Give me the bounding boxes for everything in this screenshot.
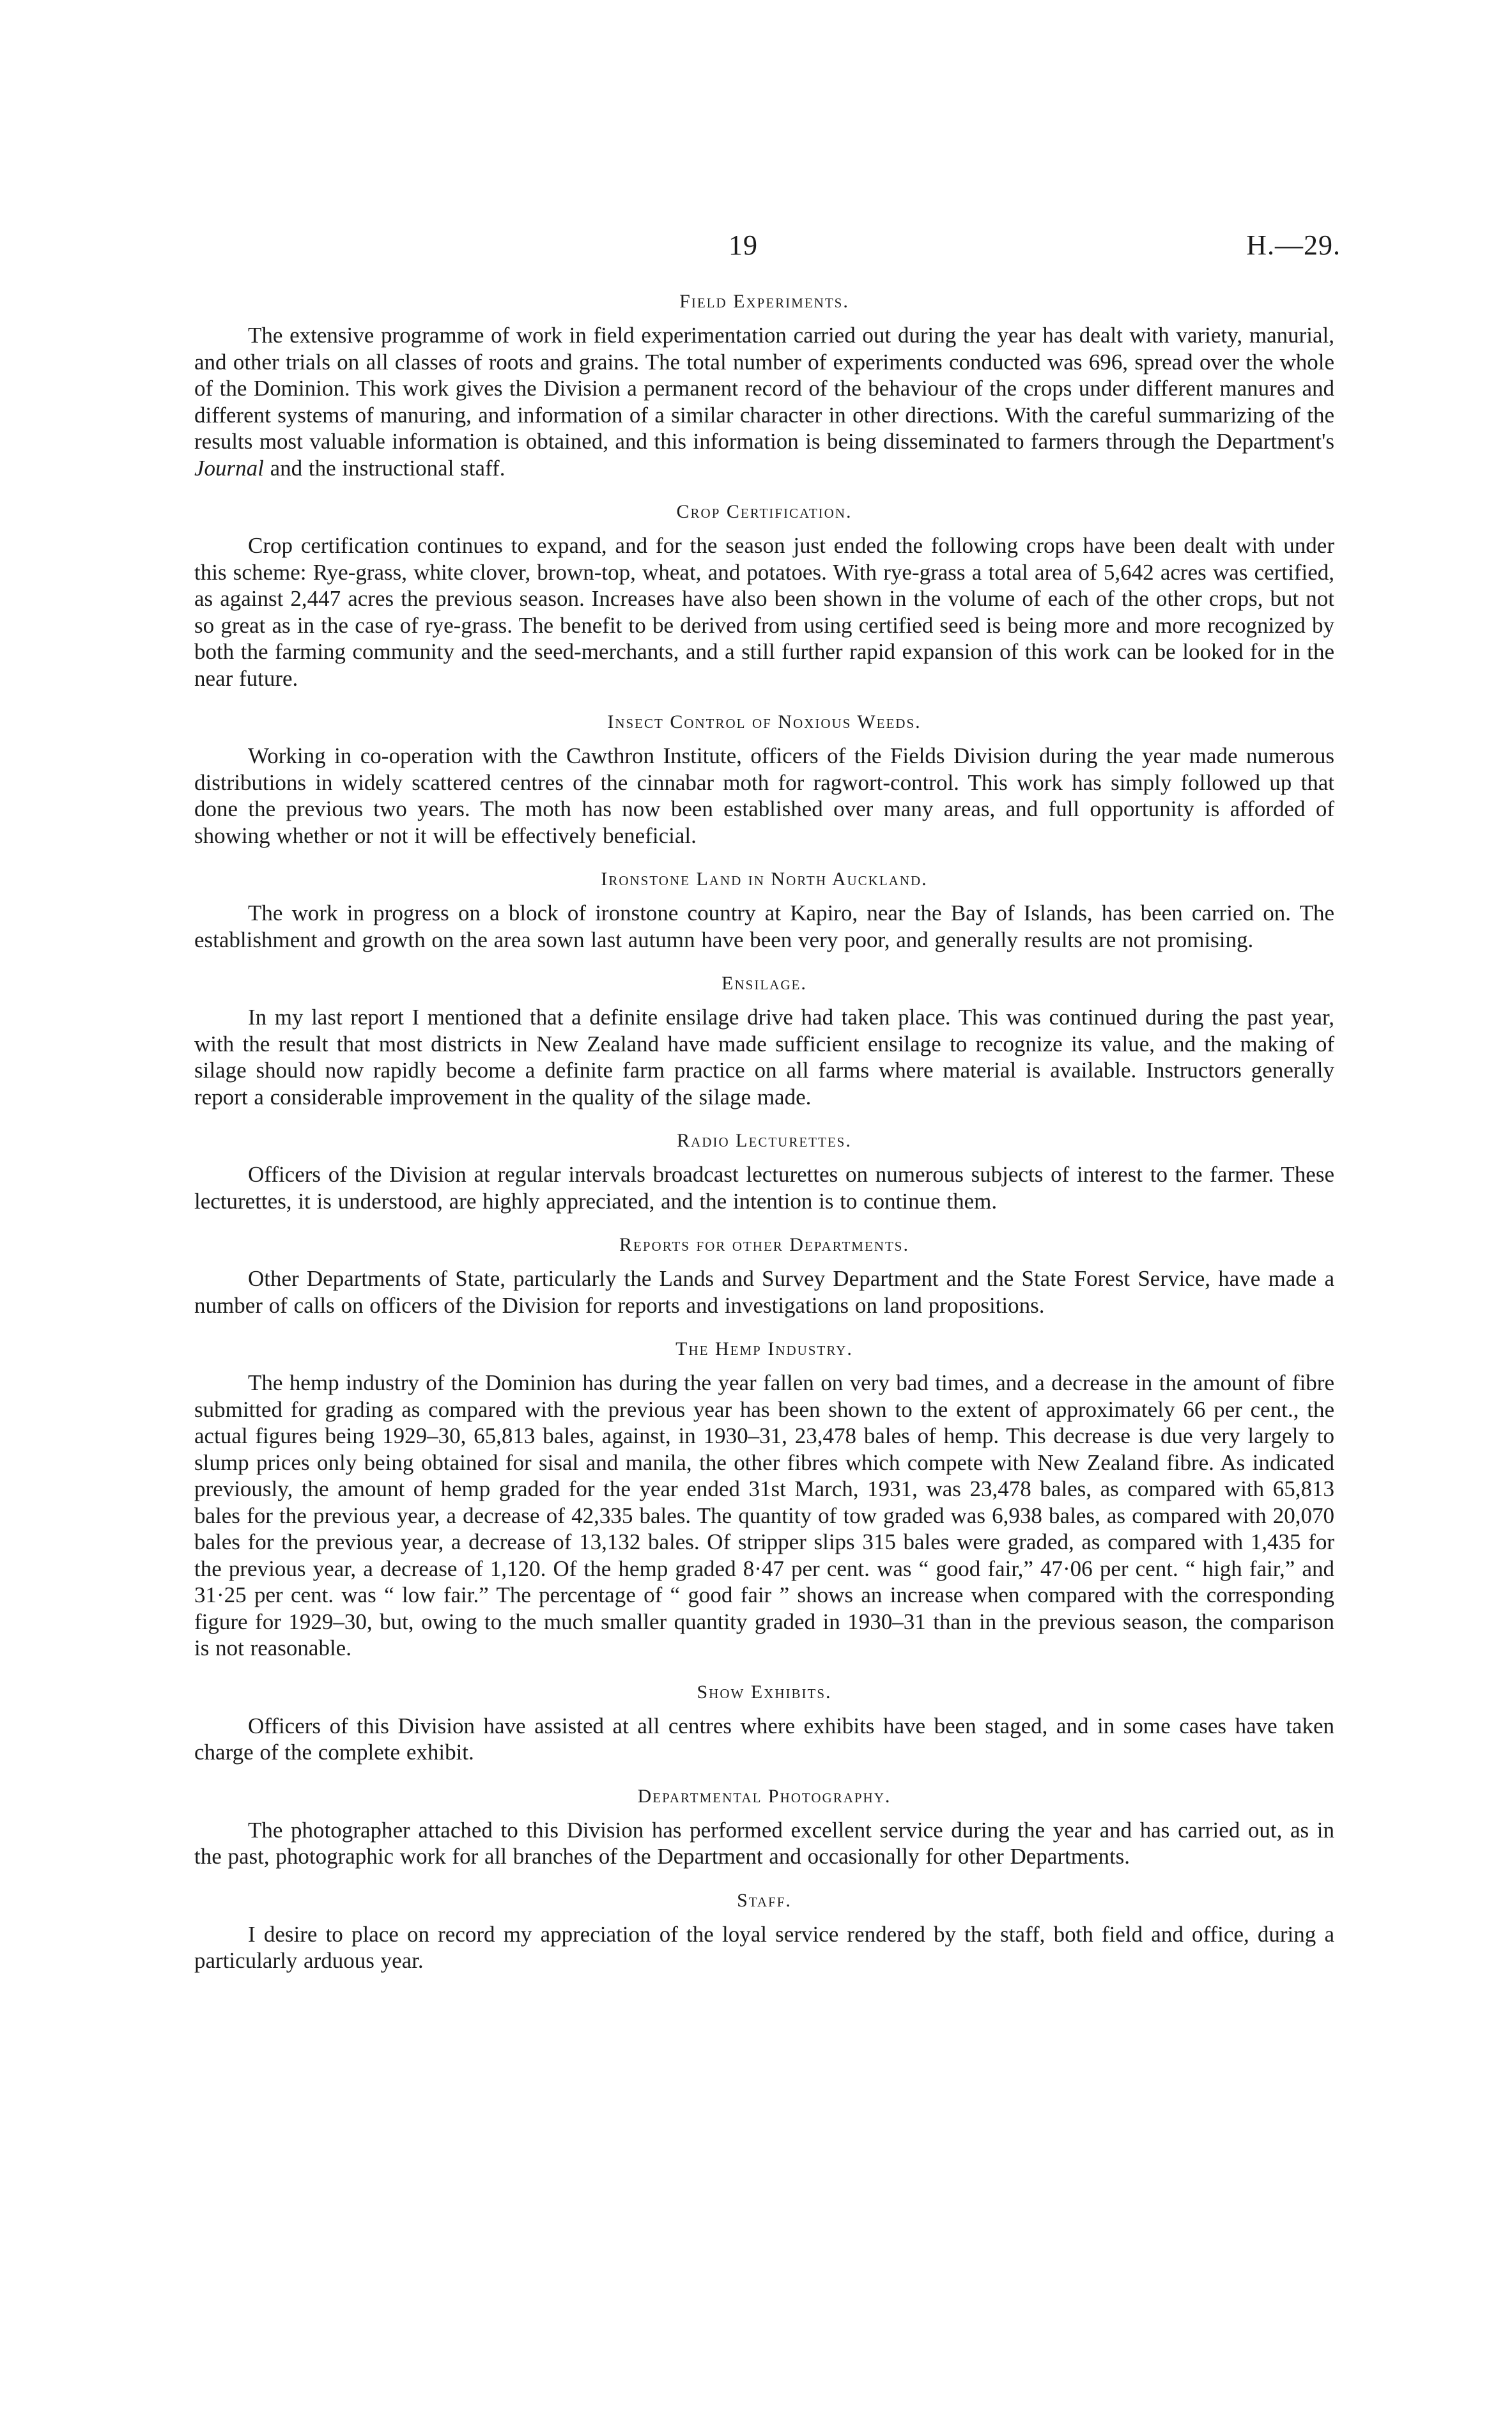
section-heading: Ironstone Land in North Auckland. — [601, 869, 928, 890]
section-ensilage — [194, 971, 1334, 1110]
page-reference: H.—29. — [1246, 229, 1341, 261]
page-number: 19 — [729, 229, 758, 261]
section-heading: Insect Control of Noxious Weeds. — [607, 711, 922, 732]
section-crop-certification — [194, 499, 1334, 692]
section-paragraph: I desire to place on record my appreciation of the loyal service rendered by the staff, both field and office, during a particularly arduous year. — [194, 1921, 1334, 1973]
section-paragraph: Other Departments of State, particularly the Lands and Survey Department and the State Forest Service, have made a number of calls on officers of the Division for reports and investigations on land propositions. — [194, 1266, 1334, 1318]
section-paragraph: The photographer attached to this Division has performed excellent service during the year and has carried out, as in the past, photographic work for all branches of the Department and occasionally for other Departments. — [194, 1817, 1334, 1869]
section-radio-lecturettes — [194, 1128, 1334, 1214]
paragraph-text: The extensive programme of work in field experimentation carried out during the year has dealt with variety, manurial, and other trials on all classes of roots and grains. The total number of experiments conducted was 696, spread over the whole of the Dominion. This work gives the Division a permanent record of the behaviour of the crops under different manures and different systems of manuring, and information of a similar character in other directions. With the careful summarizing of the results most valuable information is obtained, and this information is being disseminated to farmers through the Department's — [194, 323, 1334, 454]
journal-title: Journal — [194, 455, 264, 481]
section-paragraph: Working in co-operation with the Cawthron Institute, officers of the Fields Division during the year made numerous distributions in widely scattered centres of the cinnabar moth for ragwort-control. This work has simply followed up that done the previous two years. The moth has now been established over many areas, and full opportunity is afforded of showing whether or not it will be effectively beneficial. — [194, 743, 1334, 848]
section-insect-control — [194, 709, 1334, 849]
section-show-exhibits — [194, 1680, 1334, 1766]
section-heading: Show Exhibits. — [697, 1681, 832, 1703]
section-paragraph — [194, 322, 1334, 481]
section-hemp-industry — [194, 1336, 1334, 1662]
paragraph-text: and the instructional staff. — [263, 455, 505, 481]
section-ironstone-land — [194, 867, 1334, 953]
section-heading: Ensilage. — [721, 973, 807, 994]
section-heading: Field Experiments. — [679, 291, 849, 312]
section-heading: The Hemp Industry. — [675, 1338, 853, 1359]
section-paragraph: In my last report I mentioned that a definite ensilage drive had taken place. This was continued during the past year, with the result that most districts in New Zealand have made sufficient ensilage to recognize its value, and the making of silage should now rapidly become a definite farm practice on all farms where material is available. Instructors generally report a considerable improvement in the quality of the silage made. — [194, 1005, 1334, 1110]
document-body — [194, 289, 1334, 1992]
section-reports-other-departments — [194, 1232, 1334, 1318]
section-paragraph: The hemp industry of the Dominion has during the year fallen on very bad times, and a decrease in the amount of fibre submitted for grading as compared with the previous year has been shown to the extent of approximately 66 per cent., the actual figures being 1929–30, 65,813 bales, against, in 1930–31, 23,478 bales of hemp. This decrease is due very largely to slump prices only being obtained for sisal and manila, the other fibres which compete with New Zealand fibre. As indicated previously, the amount of hemp graded for the year ended 31st March, 1931, was 23,478 bales, as compared with 65,813 bales for the previous year, a decrease of 42,335 bales. The quantity of tow graded was 6,938 bales, as compared with 20,070 bales for the previous year, a decrease of 13,132 bales. Of stripper slips 315 bales were graded, as compared with 1,435 for the previous year, a decrease of 1,120. Of the hemp graded 8·47 per cent. was “ good fair,” 47·06 per cent. “ high fair,” and 31·25 per cent. was “ low fair.” The percentage of “ good fair ” shows an increase when compared with the corresponding figure for 1929–30, but, owing to the much smaller quantity graded in 1930–31 than in the previous season, the comparison is not reasonable. — [194, 1370, 1334, 1660]
section-departmental-photography — [194, 1784, 1334, 1870]
section-paragraph: Officers of the Division at regular intervals broadcast lecturettes on numerous subjects of interest to the farmer. These lecturettes, it is understood, are highly appreciated, and the intention is to continue them. — [194, 1162, 1334, 1214]
section-heading: Staff. — [737, 1889, 792, 1911]
section-paragraph: Officers of this Division have assisted at all centres where exhibits have been staged, and in some cases have taken charge of the complete exhibit. — [194, 1713, 1334, 1765]
section-paragraph: The work in progress on a block of ironstone country at Kapiro, near the Bay of Islands, has been carried on. The establishment and growth on the area sown last autumn have been very poor, and generally results are not promising. — [194, 901, 1334, 952]
section-field-experiments — [194, 289, 1334, 481]
section-paragraph: Crop certification continues to expand, and for the season just ended the following crops have been dealt with under this scheme: Rye-grass, white clover, brown-top, wheat, and potatoes. With rye-grass a total area of 5,642 acres was certified, as against 2,447 acres the previous season. Increases have also been shown in the volume of each of the other crops, but not so great as in the case of rye-grass. The benefit to be derived from using certified seed is being more and more recognized by both the farming community and the seed-merchants, and a still further rapid expansion of this work can be looked for in the near future. — [194, 533, 1334, 691]
section-heading: Crop Certification. — [676, 501, 852, 522]
section-staff — [194, 1888, 1334, 1974]
section-heading: Reports for other Departments. — [619, 1234, 909, 1255]
section-heading: Radio Lecturettes. — [677, 1130, 852, 1151]
section-heading: Departmental Photography. — [637, 1785, 891, 1807]
